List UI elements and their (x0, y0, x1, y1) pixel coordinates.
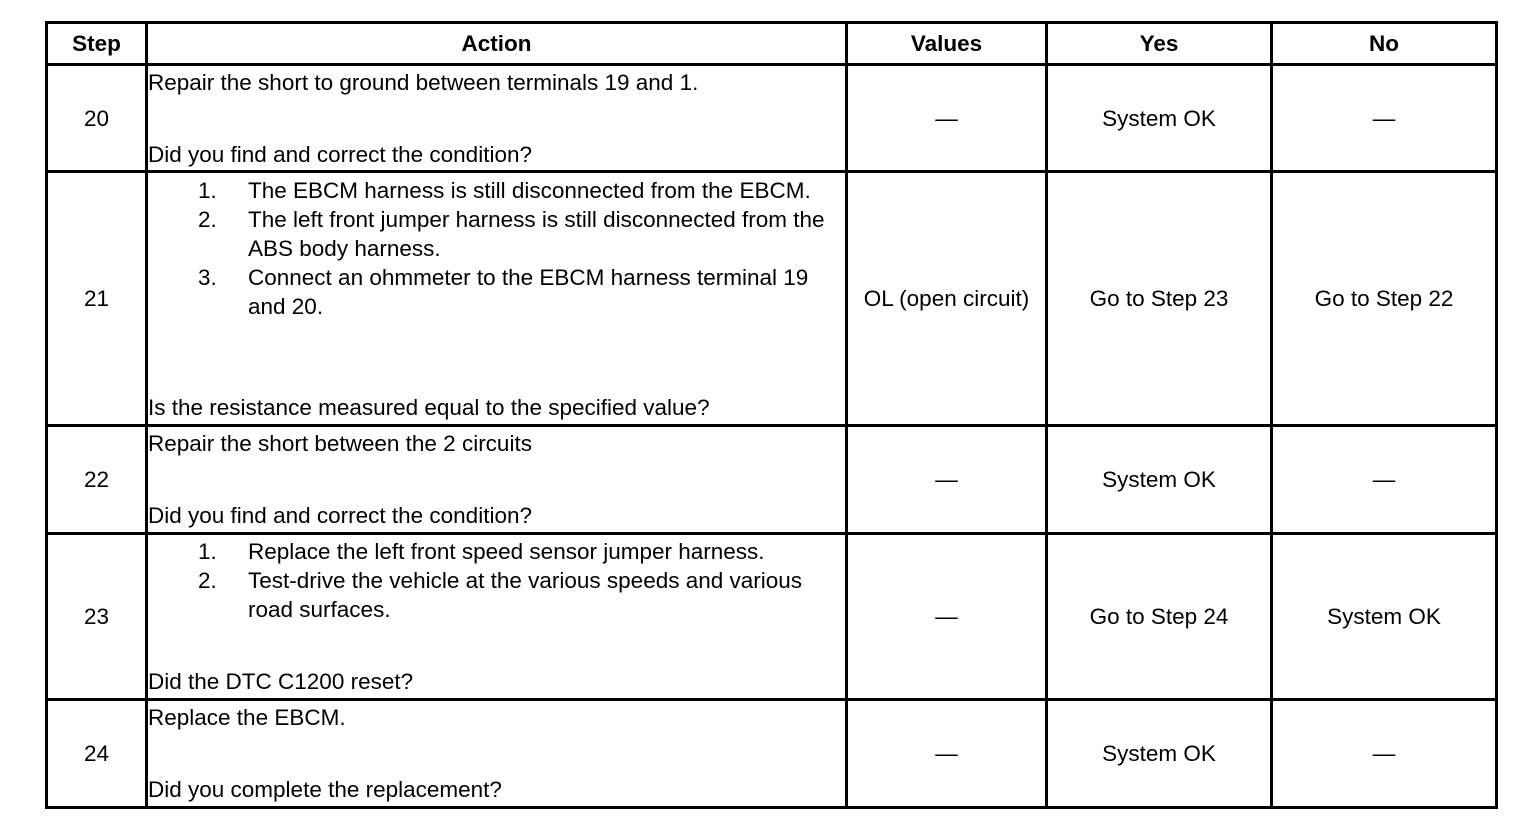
no-cell: — (1272, 426, 1497, 534)
list-item: 3. Connect an ohmmeter to the EBCM harness terminal 19 and 20. (198, 264, 809, 319)
header-step: Step (47, 23, 147, 65)
step-number: 20 (47, 65, 147, 172)
action-cell (147, 65, 847, 172)
action-instruction: Repair the short between the 2 circuits (148, 431, 532, 456)
header-no: No (1272, 23, 1497, 65)
yes-cell: System OK (1047, 700, 1272, 808)
step-number: 21 (47, 172, 147, 426)
yes-cell: System OK (1047, 426, 1272, 534)
step-number: 24 (47, 700, 147, 808)
table-row (47, 172, 1497, 426)
yes-cell: System OK (1047, 65, 1272, 172)
list-item: 1. Replace the left front speed sensor jumper harness. (198, 539, 765, 564)
action-steps (148, 537, 845, 624)
values-cell: — (847, 426, 1047, 534)
action-cell (147, 534, 847, 700)
step-number: 23 (47, 534, 147, 700)
action-cell (147, 172, 847, 426)
no-cell: System OK (1272, 534, 1497, 700)
yes-cell: Go to Step 24 (1047, 534, 1272, 700)
table-row (47, 700, 1497, 808)
list-item: 2. The left front jumper harness is still disconnected from the ABS body harness. (198, 206, 825, 261)
step-number: 22 (47, 426, 147, 534)
header-action: Action (147, 23, 847, 65)
table-row (47, 534, 1497, 700)
no-cell: Go to Step 22 (1272, 172, 1497, 426)
table-row (47, 426, 1497, 534)
action-instruction: Replace the EBCM. (148, 705, 346, 730)
diagnostic-table (45, 21, 1498, 809)
action-question: Did you complete the replacement? (148, 777, 502, 802)
action-question: Is the resistance measured equal to the specified value? (148, 394, 710, 420)
no-cell: — (1272, 65, 1497, 172)
action-question: Did you find and correct the condition? (148, 503, 532, 528)
values-cell: — (847, 534, 1047, 700)
table-row (47, 65, 1497, 172)
action-steps (148, 176, 845, 321)
header-values: Values (847, 23, 1047, 65)
values-cell: — (847, 700, 1047, 808)
action-question: Did you find and correct the condition? (148, 141, 532, 167)
action-question: Did the DTC C1200 reset? (148, 669, 414, 694)
list-item: 1. The EBCM harness is still disconnected from the EBCM. (198, 177, 811, 203)
header-row (47, 23, 1497, 65)
action-cell (147, 426, 847, 534)
values-cell: OL (open circuit) (847, 172, 1047, 426)
action-instruction: Repair the short to ground between terminals 19 and 1. (148, 69, 699, 95)
list-item: 2. Test-drive the vehicle at the various speeds and various road surfaces. (198, 568, 803, 622)
header-yes: Yes (1047, 23, 1272, 65)
yes-cell: Go to Step 23 (1047, 172, 1272, 426)
no-cell: — (1272, 700, 1497, 808)
action-cell (147, 700, 847, 808)
values-cell: — (847, 65, 1047, 172)
